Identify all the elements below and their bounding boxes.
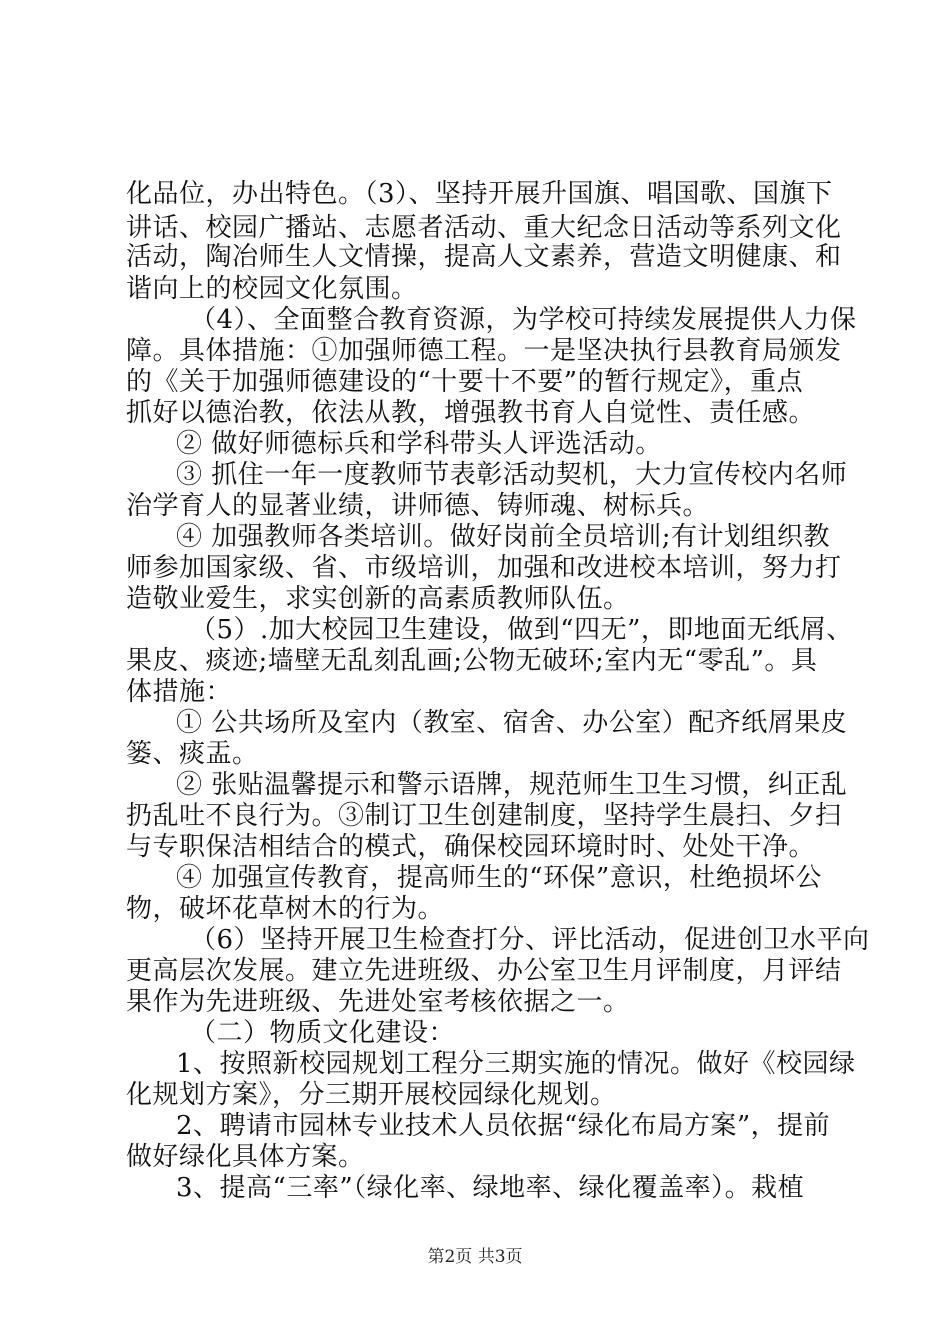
text-line: ① 公共场所及室内（教室、宿舍、办公室）配齐纸屑果皮 [176, 708, 848, 738]
text-line: 谐向上的校园文化氛围。 [126, 274, 418, 304]
text-line: ② 做好师德标兵和学科带头人评选活动。 [176, 429, 662, 459]
text-line: 与专职保洁相结合的模式，确保校园环境时时、处处干净。 [126, 832, 816, 862]
text-line: ④ 加强教师各类培训。做好岗前全员培训;有计划组织教 [176, 522, 831, 552]
text-line: 障。具体措施：①加强师德工程。一是坚决执行县教育局颁发 [126, 336, 842, 366]
text-line: （6）坚持开展卫生检查打分、评比活动，促进创卫水平向 [190, 925, 870, 955]
text-line: 化品位，办出特色。（3）、坚持开展升国旗、唱国歌、国旗下 [126, 179, 833, 209]
text-line: 活动，陶冶师生人文情操，提高人文素养，营造文明健康、和 [126, 242, 842, 272]
text-line: 治学育人的显著业绩，讲师德、铸师魂、树标兵。 [126, 491, 710, 521]
text-line: 抓好以德治教，依法从教，增强教书育人自觉性、责任感。 [126, 398, 816, 428]
text-line: 讲话、校园广播站、志愿者活动、重大纪念日活动等系列文化 [126, 213, 842, 243]
text-line: ③ 抓住一年一度教师节表彰活动契机，大力宣传校内名师 [176, 460, 848, 490]
text-line: 体措施： [126, 677, 233, 707]
page-number-footer: 第2页 共3页 [427, 1247, 523, 1267]
text-line: 2、聘请市园林专业技术人员依据“绿化布局方案”，提前 [176, 1111, 831, 1141]
text-line: ② 张贴温馨提示和警示语牌，规范师生卫生习惯，纠正乱 [176, 770, 848, 800]
text-line: 化规划方案》，分三期开展校园绿化规划。 [126, 1080, 617, 1110]
text-line: 3、提高“三率”（绿化率、绿地率、绿化覆盖率）。栽植 [176, 1173, 805, 1203]
text-line: （二）物质文化建设： [190, 1018, 456, 1048]
text-line: 1、按照新校园规划工程分三期实施的情况。做好《校园绿 [176, 1049, 856, 1079]
text-line: 师参加国家级、省、市级培训，加强和改进校本培训，努力打 [126, 553, 842, 583]
text-line: （4）、全面整合教育资源，为学校可持续发展提供人力保 [190, 305, 857, 335]
text-line: ④ 加强宣传教育，提高师生的“环保”意识，杜绝损坏公 [176, 863, 822, 893]
text-line: 的《关于加强师德建设的“十要十不要”的暂行规定》，重点 [126, 367, 804, 397]
text-line: （5）.加大校园卫生建设，做到“四无”，即地面无纸屑、 [190, 615, 853, 645]
text-line: 做好绿化具体方案。 [126, 1142, 365, 1172]
text-line: 篓、痰盂。 [126, 739, 259, 769]
text-line: 造敬业爱生，求实创新的高素质教师队伍。 [126, 584, 630, 614]
text-line: 果皮、痰迹;墙壁无乱刻乱画;公物无破环;室内无“零乱”。具 [126, 646, 818, 676]
text-line: 物，破坏花草树木的行为。 [126, 894, 445, 924]
text-line: 更高层次发展。建立先进班级、办公室卫生月评制度，月评结 [126, 956, 842, 986]
text-line: 果作为先进班级、先进处室考核依据之一。 [126, 987, 630, 1017]
text-line: 扔乱吐不良行为。③制订卫生创建制度，坚持学生晨扫、夕扫 [126, 801, 842, 831]
